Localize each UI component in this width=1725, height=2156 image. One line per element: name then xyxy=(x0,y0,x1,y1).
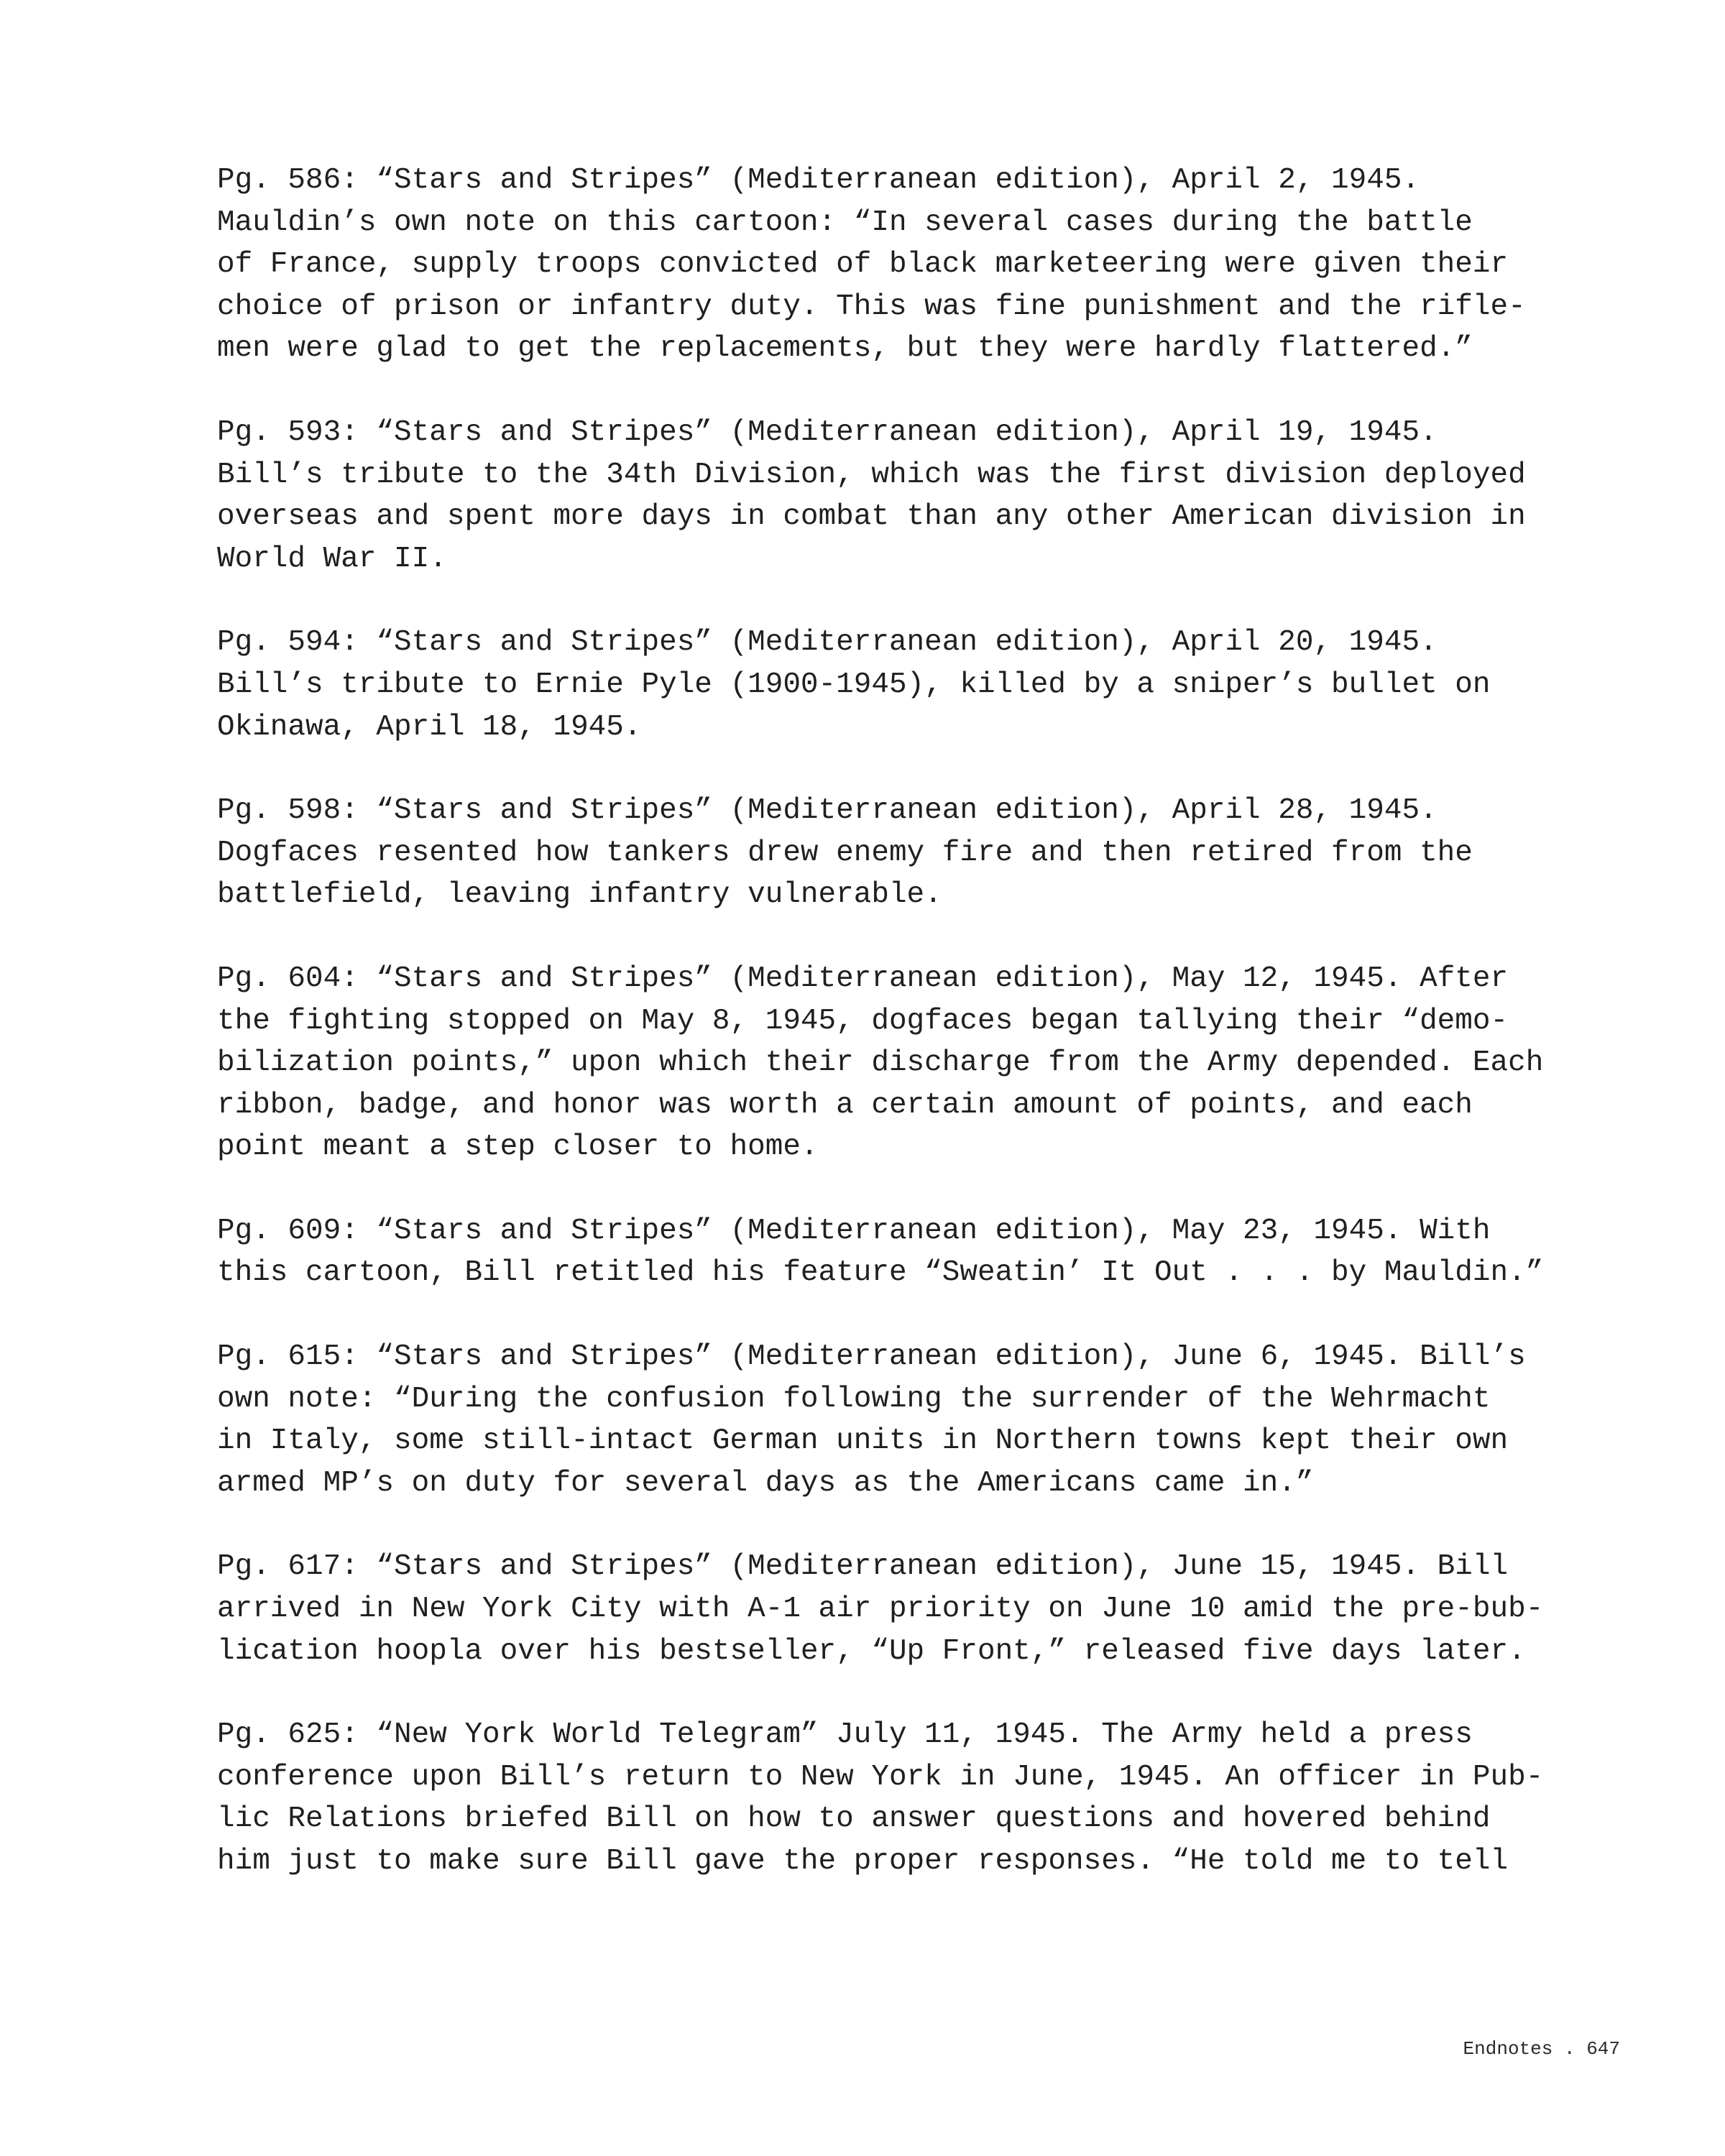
endnote-paragraph xyxy=(217,1546,1583,1672)
endnote-line: the fighting stopped on May 8, 1945, dogfaces began tallying their “demo- xyxy=(217,1004,1509,1038)
endnote-line: Pg. 615: “Stars and Stripes” (Mediterranean edition), June 6, 1945. Bill’s xyxy=(217,1340,1526,1374)
endnote-paragraph xyxy=(217,1336,1583,1504)
page-number: 647 xyxy=(1586,2038,1620,2060)
endnote-line: conference upon Bill’s return to New York in June, 1945. An officer in Pub- xyxy=(217,1760,1544,1794)
footer-separator: . xyxy=(1552,2038,1587,2060)
endnote-line: him just to make sure Bill gave the proper responses. “He told me to tell xyxy=(217,1845,1509,1878)
endnote-line: ribbon, badge, and honor was worth a certain amount of points, and each xyxy=(217,1088,1473,1122)
endnote-line: Mauldin’s own note on this cartoon: “In several cases during the battle xyxy=(217,206,1473,239)
endnote-line: Pg. 609: “Stars and Stripes” (Mediterranean edition), May 23, 1945. With xyxy=(217,1214,1491,1248)
endnote-paragraph xyxy=(217,1210,1583,1294)
endnote-line: men were glad to get the replacements, but they were hardly flattered.” xyxy=(217,332,1473,366)
endnote-line: Pg. 617: “Stars and Stripes” (Mediterranean edition), June 15, 1945. Bill xyxy=(217,1550,1509,1584)
endnote-line: Pg. 625: “New York World Telegram” July 11, 1945. The Army held a press xyxy=(217,1718,1473,1752)
endnote-line: Pg. 598: “Stars and Stripes” (Mediterranean edition), April 28, 1945. xyxy=(217,794,1438,828)
footer-section-label: Endnotes xyxy=(1463,2038,1553,2060)
endnote-line: arrived in New York City with A-1 air priority on June 10 amid the pre-bub- xyxy=(217,1593,1544,1626)
endnote-line: Pg. 593: “Stars and Stripes” (Mediterranean edition), April 19, 1945. xyxy=(217,415,1438,449)
endnote-line: Dogfaces resented how tankers drew enemy fire and then retired from the xyxy=(217,836,1473,870)
endnote-line: of France, supply troops convicted of black marketeering were given their xyxy=(217,248,1509,282)
endnote-line: Pg. 594: “Stars and Stripes” (Mediterranean edition), April 20, 1945. xyxy=(217,626,1438,660)
endnote-line: own note: “During the confusion following the surrender of the Wehrmacht xyxy=(217,1382,1491,1416)
endnote-line: lication hoopla over his bestseller, “Up Front,” released five days later. xyxy=(217,1634,1526,1668)
endnote-line: this cartoon, Bill retitled his feature “Sweatin’ It Out . . . by Mauldin.” xyxy=(217,1256,1544,1290)
endnote-paragraph xyxy=(217,790,1583,916)
endnote-line: bilization points,” upon which their discharge from the Army depended. Each xyxy=(217,1046,1544,1080)
endnote-line: battlefield, leaving infantry vulnerable. xyxy=(217,878,942,912)
endnote-line: Pg. 586: “Stars and Stripes” (Mediterranean edition), April 2, 1945. xyxy=(217,164,1420,197)
endnote-paragraph xyxy=(217,622,1583,748)
endnote-line: choice of prison or infantry duty. This was fine punishment and the rifle- xyxy=(217,290,1526,323)
endnote-line: World War II. xyxy=(217,542,447,576)
page-footer xyxy=(1463,2037,1620,2061)
endnote-line: point meant a step closer to home. xyxy=(217,1130,819,1164)
endnote-line: overseas and spent more days in combat than any other American division in xyxy=(217,500,1526,534)
endnote-paragraph xyxy=(217,1714,1583,1882)
endnotes-body xyxy=(217,160,1583,1925)
endnote-line: Bill’s tribute to the 34th Division, which was the first division deployed xyxy=(217,458,1526,492)
endnote-line: Bill’s tribute to Ernie Pyle (1900-1945), killed by a sniper’s bullet on xyxy=(217,668,1491,701)
endnote-paragraph xyxy=(217,160,1583,370)
endnote-line: Pg. 604: “Stars and Stripes” (Mediterranean edition), May 12, 1945. After xyxy=(217,962,1509,995)
endnote-line: Okinawa, April 18, 1945. xyxy=(217,710,642,744)
endnote-line: armed MP’s on duty for several days as the Americans came in.” xyxy=(217,1466,1314,1500)
endnote-line: lic Relations briefed Bill on how to answer questions and hovered behind xyxy=(217,1802,1491,1836)
endnote-paragraph xyxy=(217,412,1583,580)
endnote-line: in Italy, some still-intact German units in Northern towns kept their own xyxy=(217,1424,1509,1458)
endnote-paragraph xyxy=(217,958,1583,1169)
